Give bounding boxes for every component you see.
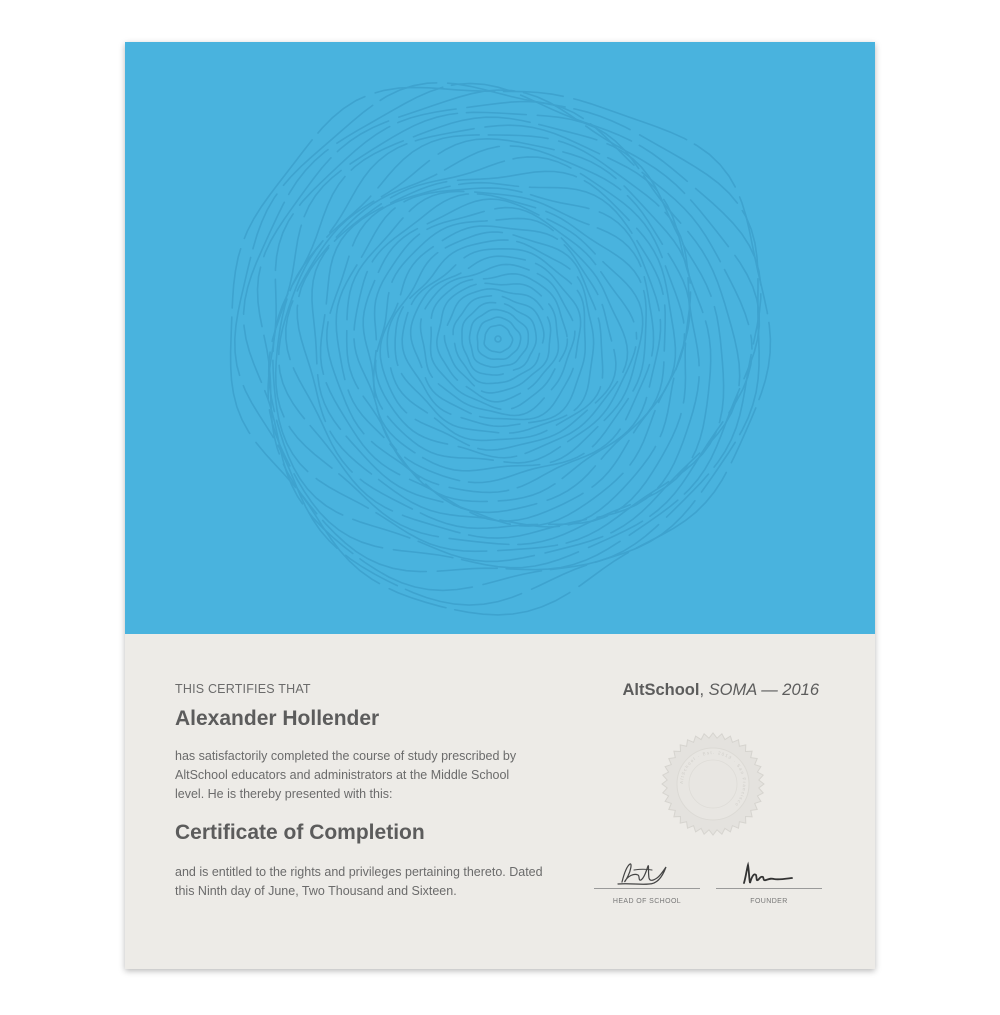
tree-ring — [484, 325, 512, 352]
certificate-text-panel — [125, 634, 875, 969]
campus-year: SOMA — 2016 — [708, 681, 819, 699]
tree-ring — [273, 117, 724, 551]
tree-ring — [374, 208, 637, 463]
signature-line — [716, 888, 822, 889]
tree-ring — [380, 226, 616, 450]
certificate — [125, 42, 875, 969]
tree-ring — [231, 87, 771, 615]
tree-ring — [321, 171, 676, 521]
closing-statement: and is entitled to the rights and privileges pertaining thereto. Dated this Ninth day of June, Two Thousand and Sixteen. — [175, 865, 543, 898]
recipient-name: Alexander Hollender — [175, 707, 380, 730]
head-of-school-signature-icon — [594, 856, 700, 888]
school-name: AltSchool — [622, 681, 700, 699]
certifies-intro: THIS CERTIFIES THAT — [175, 682, 311, 696]
signature-line — [594, 888, 700, 889]
tree-ring — [297, 146, 690, 527]
signature-founder — [716, 856, 822, 905]
embossed-seal — [658, 729, 768, 839]
school-heading — [622, 681, 819, 700]
signature-label: HEAD OF SCHOOL — [612, 898, 682, 905]
tree-ring — [444, 289, 550, 393]
tree-ring — [395, 240, 593, 433]
tree-ring-artwork — [125, 42, 875, 634]
certificate-title: Certificate of Completion — [175, 821, 425, 844]
seal-text: AltSchool · Est. 2013 · San Francisco — [678, 749, 748, 808]
tree-ring — [462, 303, 536, 376]
school-separator: , — [699, 681, 709, 699]
completion-statement: has satisfactorily completed the course of study prescribed by AltSchool educators and administrators at the Middle School level. He is thereby presented with this: — [175, 749, 517, 801]
seal-icon — [658, 729, 768, 839]
founder-signature-icon — [716, 856, 822, 888]
tree-ring-core — [495, 336, 501, 342]
signature-label: FOUNDER — [750, 898, 788, 905]
tree-ring — [387, 232, 602, 440]
tree-ring-icon — [125, 42, 875, 634]
tree-ring — [453, 296, 544, 384]
signature-head-of-school — [594, 856, 700, 905]
